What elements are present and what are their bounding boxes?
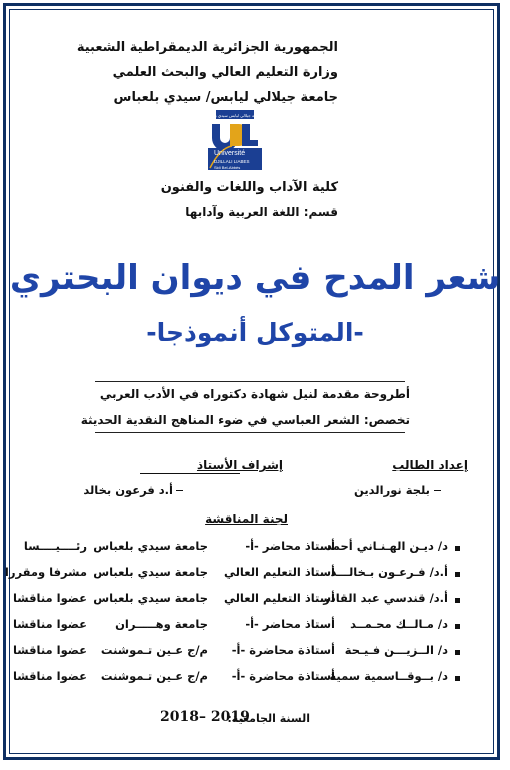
header-university: جامعة جيلالي ليابس/ سيدي بلعباس: [113, 90, 338, 105]
member-institution: جامعة سيدي بلعباس: [93, 539, 208, 553]
logo-line-sidi: Sidi Bel-Abbès: [214, 165, 241, 170]
thesis-description: أطروحة مقدمة لنيل شهادة دكتوراه في الأدب العربي: [99, 387, 410, 401]
prepared-by-dash: [434, 490, 441, 491]
header-faculty: كلية الآداب واللغات والفنون: [160, 180, 338, 195]
header-department: قسم: اللغة العربية وآدابها: [185, 205, 338, 219]
member-role: عضوا مناقشا: [12, 591, 87, 605]
bullet-icon: [455, 676, 460, 681]
member-rank: أستاذ التعليم العالي: [223, 565, 335, 579]
member-institution: جامعة سيدي بلعباس: [93, 591, 208, 605]
member-rank: أستاذ التعليم العالي: [223, 591, 335, 605]
member-name: د/ ديـن الهـنـاني أحمد: [326, 539, 448, 553]
member-name: د/ مـالــك محـمــد: [350, 617, 448, 631]
bullet-icon: [455, 624, 460, 629]
member-institution: جامعة سيدي بلعباس: [93, 565, 208, 579]
supervisor-label: إشراف الأستاذ: [196, 458, 283, 472]
member-role: رئــــيــــسا: [23, 539, 87, 553]
member-role: عضوا مناقشا: [12, 643, 87, 657]
member-name: أ.د/ فـرعـون بـخالـــد: [330, 565, 448, 579]
member-rank: أستاذ محاضر -أ-: [245, 617, 335, 631]
member-role: عضوا مناقشا: [12, 617, 87, 631]
logo-line-djillali: DJILLALI LIABES: [214, 159, 250, 164]
member-rank: أستاذ محاضر -أ-: [245, 539, 335, 553]
academic-year-label: السنة الجامعية:: [227, 712, 310, 725]
divider-top: [95, 381, 405, 382]
bullet-icon: [455, 650, 460, 655]
bullet-icon: [455, 598, 460, 603]
member-role: عضوا مناقشا: [12, 669, 87, 683]
header-ministry: وزارة التعليم العالي والبحث العلمي: [112, 65, 338, 80]
logo-arabic-text: جامعة جيلالي ليابس سيدي بلعباس: [205, 113, 262, 118]
committee-label: لجنة المناقشة: [205, 512, 288, 526]
member-name: د/ بــوقــاسمية سمية: [329, 669, 448, 683]
bullet-icon: [455, 572, 460, 577]
supervisor-name: أ.د فرعون بخالد: [83, 483, 173, 497]
member-institution: جامعة وهـــــران: [115, 617, 208, 631]
member-role: مشرفا ومقررا: [4, 565, 87, 579]
student-name: بلجة نورالدين: [354, 483, 430, 497]
divider-bottom: [95, 432, 405, 433]
member-name: د/ الــزيـــن فـيـحة: [344, 643, 448, 657]
logo-line-universite: Université: [214, 150, 246, 157]
member-name: أ.د/ قندسي عبد القادر: [323, 591, 448, 605]
header-republic: الجمهورية الجزائرية الديمقراطية الشعبية: [76, 40, 338, 55]
member-rank: أستاذة محاضرة -أ-: [231, 643, 335, 657]
thesis-specialization: تخصص: الشعر العباسي في ضوء المناهج النقدية الحديثة: [80, 413, 410, 427]
member-rank: أستاذة محاضرة -أ-: [231, 669, 335, 683]
supervisor-dash: [176, 490, 183, 491]
prepared-by-label: إعداد الطالب: [392, 458, 468, 472]
thesis-title: شعر المدح في ديوان البحتري: [9, 258, 501, 298]
member-institution: م/ج عـين تـموشنت: [100, 669, 208, 683]
supervisor-underline: [140, 473, 240, 474]
academic-year-value: 2018– 2019: [160, 709, 250, 725]
member-institution: م/ج عـين تـموشنت: [100, 643, 208, 657]
bullet-icon: [455, 546, 460, 551]
thesis-subtitle: -المتوكل أنموذجا-: [146, 318, 364, 347]
